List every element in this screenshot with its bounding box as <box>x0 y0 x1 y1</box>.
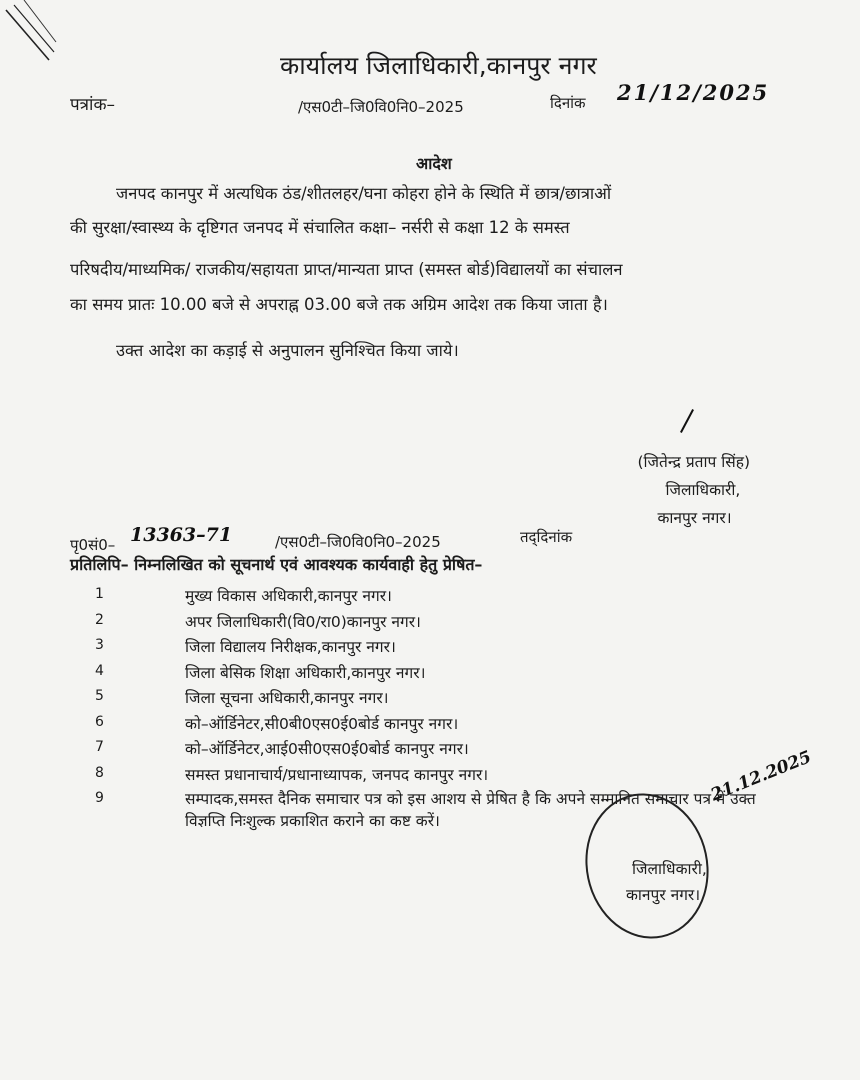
order-line: जनपद कानपुर में अत्यधिक ठंड/शीतलहर/घना कोहरा होने के स्थिति में छात्र/छात्राओं <box>116 184 612 203</box>
patrank-label: पत्रांक– <box>70 95 115 115</box>
copy-to-heading: प्रतिलिपि– निम्नलिखित को सूचनार्थ एवं आवश्यक कार्यवाही हेतु प्रेषित– <box>70 555 483 574</box>
item-number: 6 <box>95 713 104 730</box>
item-text: जिला बेसिक शिक्षा अधिकारी,कानपुर नगर। <box>185 663 426 682</box>
signature-block <box>637 448 750 532</box>
reference-code: /एस0टी–जि0वि0नि0–2025 <box>298 98 464 116</box>
item-number: 7 <box>95 739 104 755</box>
item-number: 2 <box>95 611 104 628</box>
handwritten-sign-date: 21.12.2025 <box>708 747 815 806</box>
signatory-name: (जितेन्द्र प्रताप सिंह) <box>637 453 750 471</box>
item-number: 8 <box>95 764 104 781</box>
item-number: 1 <box>95 586 104 602</box>
copy-reference-code: /एस0टी–जि0वि0नि0–2025 <box>275 533 441 551</box>
compliance-line: उक्त आदेश का कड़ाई से अनुपालन सुनिश्चित किया जाये। <box>116 341 459 360</box>
item-text: को–ऑर्डिनेटर,सी0बी0एस0ई0बोर्ड कानपुर नगर। <box>185 714 459 733</box>
item-text: जिला सूचना अधिकारी,कानपुर नगर। <box>185 689 389 707</box>
signatory-designation: जिलाधिकारी, <box>665 481 741 499</box>
item-text: अपर जिलाधिकारी(वि0/रा0)कानपुर नगर। <box>185 612 421 631</box>
order-line: परिषदीय/माध्यमिक/ राजकीय/सहायता प्राप्त/मान्यता प्राप्त (समस्त बोर्ड)विद्यालयों का संचालन <box>70 260 623 279</box>
second-signatory-designation: जिलाधिकारी, <box>632 860 707 878</box>
pno-label: पृ0सं0– <box>70 536 116 554</box>
order-line: की सुरक्षा/स्वास्थ्य के दृष्टिगत जनपद में संचालित कक्षा– नर्सरी से कक्षा 12 के समस्त <box>70 218 570 237</box>
order-heading: आदेश <box>416 154 452 173</box>
office-title: कार्यालय जिलाधिकारी,कानपुर नगर <box>280 51 597 80</box>
item-number: 5 <box>95 688 104 704</box>
pno-value: 13363–71 <box>130 524 233 546</box>
item-number: 4 <box>95 662 104 679</box>
second-signatory-place: कानपुर नगर। <box>626 886 701 904</box>
item-text: मुख्य विकास अधिकारी,कानपुर नगर। <box>185 587 392 605</box>
item-text: को–ऑर्डिनेटर,आई0सी0एस0ई0बोर्ड कानपुर नगर। <box>185 740 469 758</box>
item-text: जिला विद्यालय निरीक्षक,कानपुर नगर। <box>185 638 396 656</box>
date-label: दिनांक <box>550 94 586 112</box>
item-text: समस्त प्रधानाचार्य/प्रधानाध्यापक, जनपद कानपुर नगर। <box>185 765 489 784</box>
signatory-place: कानपुर नगर। <box>657 509 732 527</box>
second-signature-block <box>626 856 707 908</box>
tad-dinank: तद्‌दिनांक <box>520 528 573 546</box>
order-line: का समय प्रातः 10.00 बजे से अपराह्न 03.00 बजे तक अग्रिम आदेश तक किया जाता है। <box>70 295 608 314</box>
corner-pen-mark <box>4 0 64 80</box>
handwritten-date: 21/12/2025 <box>617 80 770 105</box>
item-number: 3 <box>95 637 104 653</box>
item-number: 9 <box>95 790 104 806</box>
item-text: सम्पादक,समस्त दैनिक समाचार पत्र को इस आशय से प्रेषित है कि अपने सम्मानित समाचार पत्र में उक्त विज्ञप्ति निःशुल्क प्रकाशित कराने का कष्ट करें। <box>185 790 756 830</box>
signature-mark <box>680 409 694 433</box>
